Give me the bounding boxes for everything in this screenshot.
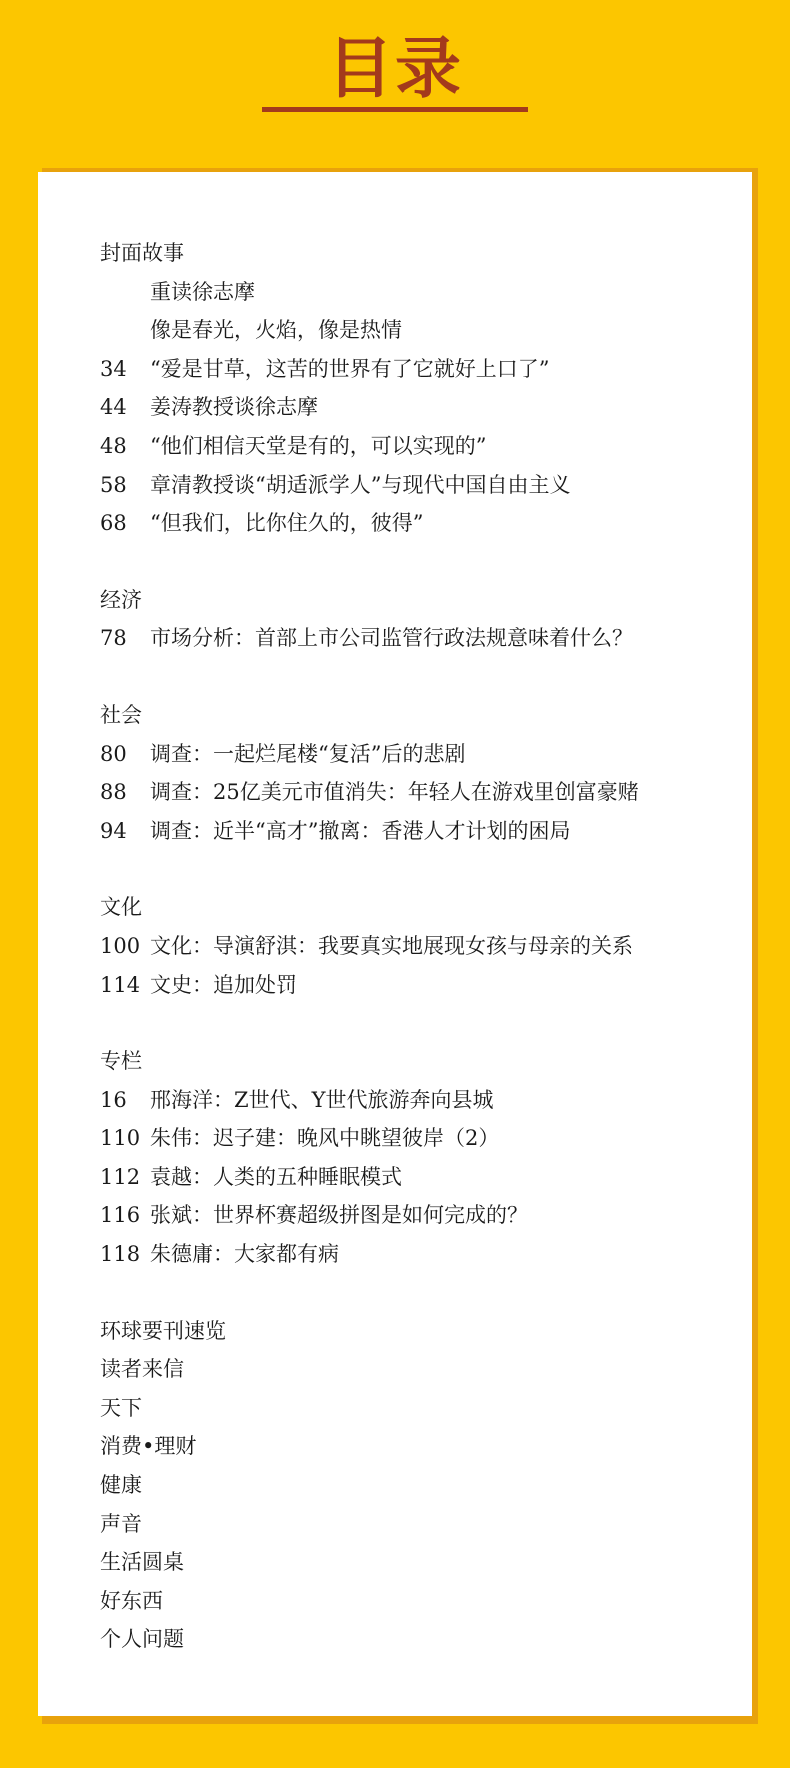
section-culture [100, 888, 730, 1004]
toc-item-title: 文化：导演舒淇：我要真实地展现女孩与母亲的关系 [150, 933, 633, 958]
toc-item-title: 朱伟：迟子建：晚风中眺望彼岸（2） [150, 1126, 500, 1151]
toc-item-page: 100 [100, 933, 141, 958]
department-item[interactable]: 消费•理财 [100, 1434, 197, 1459]
title-underline [262, 107, 528, 112]
toc-item-title: 文史：追加处罚 [150, 972, 297, 997]
department-item[interactable]: 声音 [100, 1511, 142, 1536]
toc-item-title: 袁越：人类的五种睡眠模式 [150, 1164, 402, 1189]
toc-item-title: 像是春光，火焰，像是热情 [150, 318, 402, 343]
toc-item-page: 94 [100, 818, 127, 843]
toc-item[interactable] [100, 427, 730, 466]
department-item[interactable]: 天下 [100, 1395, 142, 1420]
department-item[interactable]: 读者来信 [100, 1357, 184, 1382]
section-heading: 经济 [100, 587, 142, 612]
department-item[interactable]: 好东西 [100, 1588, 163, 1613]
toc-item-title: 调查：近半“高才”撤离：香港人才计划的困局 [150, 818, 571, 843]
toc-item-page: 112 [100, 1164, 141, 1189]
section-heading: 社会 [100, 702, 142, 727]
toc-item-title: 章清教授谈“胡适派学人”与现代中国自由主义 [150, 472, 571, 497]
toc-item[interactable] [100, 311, 730, 350]
toc-item-title: “他们相信天堂是有的，可以实现的” [150, 433, 487, 458]
department-item[interactable]: 个人问题 [100, 1627, 184, 1652]
toc-item-title: 邢海洋：Z世代、Y世代旅游奔向县城 [150, 1087, 494, 1112]
toc-item[interactable] [100, 812, 730, 851]
toc-item[interactable] [100, 1235, 730, 1274]
department-item[interactable]: 生活圆桌 [100, 1550, 184, 1575]
toc-item-title: “爱是甘草，这苦的世界有了它就好上口了” [150, 356, 550, 381]
toc-item-title: 姜涛教授谈徐志摩 [150, 395, 318, 420]
toc-item-page: 48 [100, 433, 127, 458]
toc-item-page: 110 [100, 1126, 141, 1151]
toc-item[interactable] [100, 388, 730, 427]
section-cover-story [100, 234, 730, 543]
toc-item-page: 88 [100, 780, 127, 805]
section-departments [100, 1312, 730, 1659]
toc-item-page: 118 [100, 1242, 141, 1267]
toc-item[interactable] [100, 735, 730, 774]
toc-item-page: 78 [100, 626, 127, 651]
toc-item-title: 朱德庸：大家都有病 [150, 1242, 339, 1267]
toc-item-title: 张斌：世界杯赛超级拼图是如何完成的？ [150, 1203, 528, 1228]
toc-item[interactable] [100, 466, 730, 505]
toc-item[interactable] [100, 773, 730, 812]
table-of-contents [100, 234, 730, 1697]
section-heading: 文化 [100, 895, 142, 920]
toc-item[interactable] [100, 504, 730, 543]
toc-item-page: 44 [100, 395, 127, 420]
page-title: 目录 [327, 30, 463, 107]
section-heading: 专栏 [100, 1049, 142, 1074]
toc-item[interactable] [100, 1119, 730, 1158]
toc-card [38, 172, 752, 1716]
toc-item[interactable] [100, 927, 730, 966]
department-item[interactable]: 环球要刊速览 [100, 1318, 226, 1343]
section-columns [100, 1042, 730, 1274]
toc-item[interactable] [100, 1196, 730, 1235]
toc-item-title: 重读徐志摩 [150, 279, 255, 304]
toc-item-title: 调查：25亿美元市值消失：年轻人在游戏里创富豪赌 [150, 780, 639, 805]
toc-item-page: 58 [100, 472, 127, 497]
toc-item-title: 调查：一起烂尾楼“复活”后的悲剧 [150, 741, 466, 766]
toc-item[interactable] [100, 1081, 730, 1120]
toc-item-page: 68 [100, 511, 127, 536]
toc-item-page: 16 [100, 1087, 127, 1112]
toc-item-title: 市场分析：首部上市公司监管行政法规意味着什么？ [150, 626, 633, 651]
section-heading: 封面故事 [100, 241, 184, 265]
toc-item[interactable] [100, 350, 730, 389]
toc-item[interactable] [100, 273, 730, 312]
toc-item-page: 34 [100, 356, 127, 381]
toc-item[interactable] [100, 966, 730, 1005]
toc-item-title: “但我们，比你住久的，彼得” [150, 511, 424, 536]
toc-item-page: 80 [100, 741, 127, 766]
toc-item-page: 114 [100, 972, 141, 997]
section-society [100, 696, 730, 850]
department-item[interactable]: 健康 [100, 1473, 142, 1498]
toc-item[interactable] [100, 1158, 730, 1197]
toc-item-page: 116 [100, 1203, 141, 1228]
section-economy [100, 581, 730, 658]
toc-item[interactable] [100, 619, 730, 658]
